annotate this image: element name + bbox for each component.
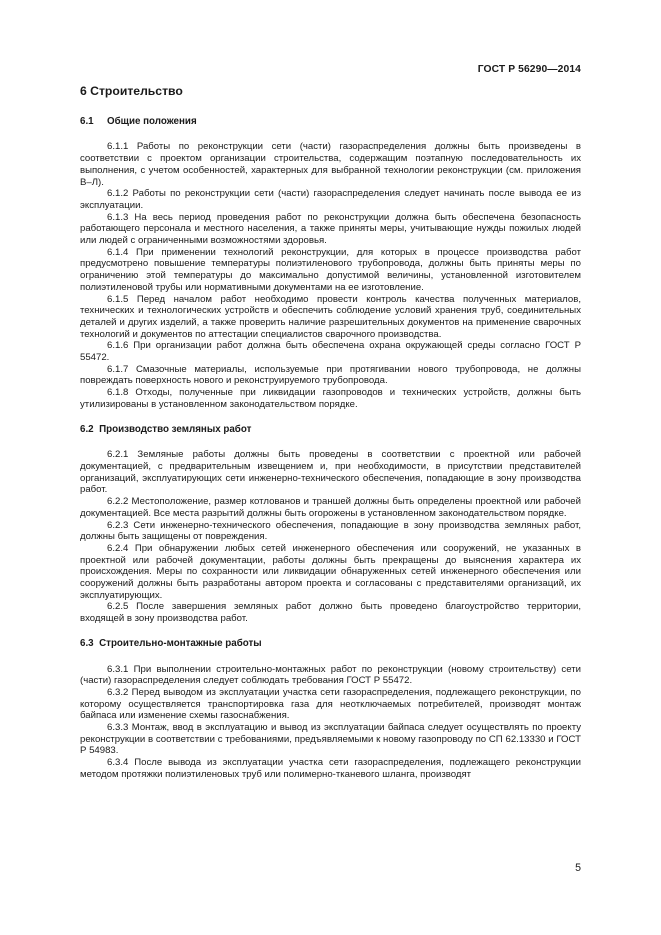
paragraph-6-2-5: 6.2.5 После завершения земляных работ должно быть проведено благоустройство территории, входящей в зону производства работ.: [80, 601, 581, 625]
paragraph-6-1-7: 6.1.7 Смазочные материалы, используемые при протягивании нового трубопровода, не должны повреждать поверхность нового и реконструируемого трубопровода.: [80, 363, 581, 387]
section-title: 6 Строительство: [80, 84, 183, 98]
standard-code: ГОСТ Р 56290—2014: [477, 64, 581, 75]
paragraph-6-1-4: 6.1.4 При применении технологий реконструкции, для которых в процессе производства работ предусмотрено повышение температуры полиэтиленового трубопровода, должны быть приняты меры по ограничению этой температуры до максимально допустимой величины, установленной изготовителем полиэтиленовой трубы или нормативными документами на ее изготовление.: [80, 246, 581, 293]
page-number: 5: [575, 862, 581, 874]
subsection-6-3-body: [80, 664, 581, 781]
subsection-6-3-heading: [80, 638, 581, 650]
paragraph-6-1-3: 6.1.3 На весь период проведения работ по реконструкции должна быть обеспечена безопасность работающего персонала и местного населения, а также приняты меры, учитывающие нужды пожилых людей или людей с ограниченными возможностями здоровья.: [80, 211, 581, 247]
paragraph-6-3-2: 6.3.2 Перед выводом из эксплуатации участка сети газораспределения, подлежащего реконструкции, по которому осуществляется транспортировка газа для неотключаемых потребителей, производят монтаж байпаса или изменение схемы газоснабжения.: [80, 686, 581, 722]
subsection-number: 6.1: [80, 115, 94, 127]
subsection-number: 6.3: [80, 637, 94, 649]
paragraph-6-2-1: 6.2.1 Земляные работы должны быть проведены в соответствии с проектной или рабочей документацией, с предварительным извещением и, при необходимости, в присутствии представителей организаций, эксплуатирующих сети инженерно-технического обеспечения, попадающие в зону производства работ.: [80, 449, 581, 496]
paragraph-6-2-3: 6.2.3 Сети инженерно-технического обеспечения, попадающие в зону производства земляных работ, должны быть защищены от повреждения.: [80, 519, 581, 543]
subsection-title: Производство земляных работ: [99, 423, 252, 435]
subsection-6-1-heading: [80, 116, 581, 128]
paragraph-6-1-5: 6.1.5 Перед началом работ необходимо провести контроль качества полученных материалов, технических и технологических устройств и обеспечить соблюдение условий хранения труб, соединительных деталей и других изделий, а также проверить наличие разрешительных документов на применение сварочных технологий и документов по аттестации специалистов сварочного производства.: [80, 293, 581, 340]
subsection-6-2-body: [80, 449, 581, 625]
paragraph-6-1-6: 6.1.6 При организации работ должна быть обеспечена охрана окружающей среды согласно ГОСТ Р 55472.: [80, 340, 581, 364]
spacer: [80, 411, 581, 424]
paragraph-6-2-2: 6.2.2 Местоположение, размер котлованов и траншей должны быть определены проектной или рабочей документацией. Все места разрытий должны быть огорожены в установленном законодательством порядке.: [80, 496, 581, 519]
paragraph-6-1-8: 6.1.8 Отходы, полученные при ликвидации газопроводов и технических устройств, должны быть утилизированы в установленном законодательством порядке.: [80, 387, 581, 410]
paragraph-6-1-1: 6.1.1 Работы по реконструкции сети (части) газораспределения должны быть произведены в соответствии с проектом организации строительства, содержащим поэтапную последовательность их выполнения, с учетом особенностей, характерных для выбранной технологии реконструкции (см. приложения В–Л).: [80, 141, 581, 188]
paragraph-6-1-2: 6.1.2 Работы по реконструкции сети (части) газораспределения следует начинать после вывода ее из эксплуатации.: [80, 188, 581, 211]
spacer: [80, 625, 581, 638]
paragraph-6-3-1: 6.3.1 При выполнении строительно-монтажных работ по реконструкции (новому строительству) сети (части) газораспределения следует соблюдать требования ГОСТ Р 55472.: [80, 663, 581, 687]
paragraph-6-3-3: 6.3.3 Монтаж, ввод в эксплуатацию и вывод из эксплуатации байпаса следует осуществлять по проекту реконструкции в соответствии с требованиями, предъявляемыми к новому газопроводу по СП 62.13330 и ГОСТ Р 54983.: [80, 722, 581, 757]
subsection-6-2-heading: [80, 424, 581, 436]
subsection-6-1-body: [80, 141, 581, 410]
paragraph-6-3-4: 6.3.4 После вывода из эксплуатации участка сети газораспределения, подлежащего реконструкции методом протяжки полиэтиленовых труб или полимерно-тканевого шланга, производят: [80, 757, 581, 780]
paragraph-6-2-4: 6.2.4 При обнаружении любых сетей инженерного обеспечения или сооружений, не указанных в проектной или рабочей документации, работы должны быть прекращены до выяснения характера их происхождения. Меры по сохранности или ликвидации обнаруженных сетей инженерного обеспечения или сооружений должны быть разработаны автором проекта и согласованы с представителями организаций, их эксплуатирующих.: [80, 542, 581, 601]
subsection-title: Строительно-монтажные работы: [99, 637, 262, 649]
subsection-number: 6.2: [80, 423, 94, 435]
page-content: [80, 86, 581, 781]
subsection-title: Общие положения: [107, 115, 197, 127]
